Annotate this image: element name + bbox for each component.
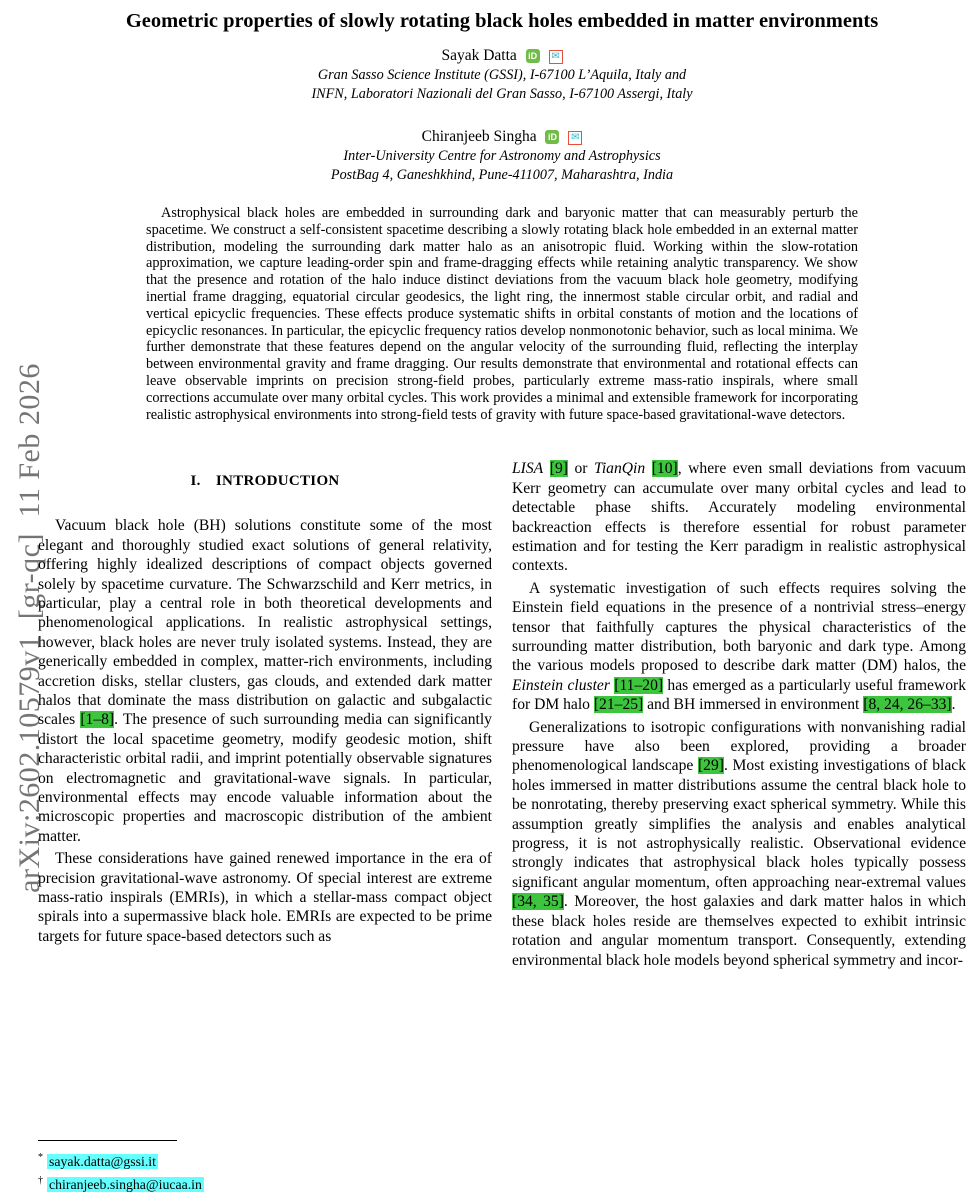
text-run: Einstein cluster	[512, 676, 610, 694]
orcid-icon[interactable]: iD	[545, 130, 559, 144]
text-run: has emerged as a particularly useful framework for DM halo	[512, 676, 966, 714]
left-column	[38, 459, 492, 973]
paragraph	[38, 516, 492, 846]
author-affiliation: INFN, Laboratori Nazionali del Gran Sasso, I-67100 Assergi, Italy	[311, 85, 693, 102]
author-block-singha	[38, 127, 966, 184]
text-run: LISA	[512, 460, 544, 478]
text-run: Vacuum black hole (BH) solutions constitute some of the most elegant and thoroughly studied exact solutions of general relativity, offering highly idealized descriptions of compact objects governed solely by spacetime curvature. The Schwarzschild and Kerr metrics, in particular, play a central role in both theoretical developments and phenomenological applications. In realistic astrophysical settings, however, black holes are never truly isolated systems. Instead, they are generically embedded in complex, matter-rich environments, including accretion disks, stellar clusters, gas clouds, and extended dark matter halos that dominate the mass distribution on galactic and subgalactic scales	[38, 517, 492, 729]
text-run: Generalizations to isotropic configurations with nonvanishing radial pressure have also been explored, providing a broader phenomenological landscape	[512, 718, 966, 775]
citation-link[interactable]: [10]	[651, 460, 678, 478]
left-column-paragraphs	[38, 516, 492, 946]
text-run: A systematic investigation of such effects requires solving the Einstein field equations in the presence of a nontrivial stress–energy tensor that faithfully captures the physical characteristics of the surrounding matter distribution, both baryonic and dark type. Among the various models proposed to describe dark matter (DM) halos, the	[512, 579, 966, 675]
text-run: TianQin	[594, 460, 646, 478]
text-run: , where even small deviations from vacuum Kerr geometry can accumulate over many orbital cycles and lead to detectable phase shifts. Accurately modeling environmental backreaction effects is therefore essential for robust parameter estimation and for testing the Kerr paradigm in realistic astrophysical contexts.	[512, 460, 967, 575]
text-run: . Most existing investigations of black holes immersed in matter distributions assume the central black hole to be nonrotating, thereby preserving exact spherical symmetry. While this assumption greatly simplifies the analysis and enables analytical progress, it is not astrophysically realistic. Observational evidence strongly indicates that astrophysical black holes typically possess significant angular momentum, often approaching near-extremal values	[512, 757, 966, 891]
arxiv-stamp: arXiv:2602.10579v1 [gr-qc] 11 Feb 2026	[13, 363, 46, 893]
author-block-datta	[38, 46, 966, 103]
right-column	[512, 459, 966, 973]
citation-link[interactable]: [9]	[549, 460, 568, 478]
abstract: Astrophysical black holes are embedded in surrounding dark and baryonic matter that can measurably perturb the spacetime. We construct a self-consistent spacetime describing a slowly rotating black hole embedded in an external matter distribution, modeling the surrounding dark matter halo as an anisotropic fluid. Working within the slow-rotation approximation, we capture leading-order spin and frame-dragging effects while retaining analytic transparency. We show that the presence and rotation of the halo induce distinct deviations from the vacuum black hole geometry, modifying inertial frame dragging, equatorial circular geodesics, the light ring, the innermost stable circular orbit, and radial and vertical epicyclic frequencies. These effects produce systematic shifts in orbital constants of motion and the locations of epicyclic resonances. In particular, the epicyclic frequency ratios develop nonmonotonic behavior, such as local minima. We further demonstrate that these features depend on the angular velocity of the surrounding fluid, reflecting the interplay between environmental gravity and frame dragging. Our results demonstrate that environmental and rotational effects can leave observable imprints on precision strong-field probes, particularly extreme mass-ratio inspirals, where small corrections accumulate over many orbital cycles. This work provides a minimal and extensible framework for incorporating realistic astrophysical environments into strong-field tests of gravity with future space-based gravitational-wave detectors.	[146, 205, 858, 423]
text-run: These considerations have gained renewed importance in the era of precision gravitational-wave astronomy. Of special interest are extreme mass-ratio inspirals (EMRIs), in which a stellar-mass compact object spirals into a supermassive black hole. EMRIs are expected to be prime targets for future space-based detectors such as	[38, 850, 492, 945]
text-run: . Moreover, the host galaxies and dark matter halos in which these black holes reside are themselves expected to exhibit intrinsic rotation and angular momentum transport. Consequently, extending environmental black hole models beyond spherical symmetry and incor-	[512, 893, 967, 969]
footnote	[38, 1148, 492, 1171]
paragraph	[38, 849, 492, 946]
paragraph	[512, 718, 966, 970]
citation-link[interactable]: [29]	[697, 757, 724, 775]
citation-link[interactable]: [34, 35]	[512, 893, 564, 911]
author-affiliation: Inter-University Centre for Astronomy and Astrophysics	[343, 148, 661, 164]
paragraph	[512, 579, 966, 715]
footnote	[38, 1171, 492, 1194]
citation-link[interactable]: [8, 24, 26–33]	[863, 696, 952, 714]
footnote-email-link[interactable]: sayak.datta@gssi.it	[49, 1153, 156, 1169]
envelope-icon[interactable]: ✉	[549, 50, 563, 64]
footnote-email-link[interactable]: chiranjeeb.singha@iucaa.in	[49, 1176, 202, 1192]
footnote-marker: †	[38, 1175, 43, 1187]
author-name: Chiranjeeb Singha	[421, 128, 537, 145]
text-run: . The presence of such surrounding media can significantly distort the local spacetime geometry, modify geodesic motion, shift characteristic orbital radii, and imprint potentially observable signatures on electromagnetic and gravitational-wave signals. In particular, environmental effects may encode valuable information about the microscopic properties and macroscopic distribution of the ambient matter.	[38, 711, 492, 845]
text-run: .	[951, 696, 956, 714]
two-column-body	[38, 459, 966, 973]
footnotes	[38, 1140, 492, 1194]
envelope-icon[interactable]: ✉	[568, 131, 582, 145]
author-name: Sayak Datta	[441, 47, 517, 64]
footnote-rule	[38, 1140, 177, 1141]
text-run	[645, 460, 652, 477]
text-run: and BH immersed in environment	[643, 696, 864, 714]
paper-title: Geometric properties of slowly rotating black holes embedded in matter environments	[125, 10, 879, 32]
right-column-paragraphs	[512, 459, 966, 970]
orcid-icon[interactable]: iD	[526, 49, 540, 63]
author-affiliation: Gran Sasso Science Institute (GSSI), I-67100 L’Aquila, Italy and	[317, 67, 687, 83]
citation-link[interactable]: [11–20]	[614, 676, 664, 694]
footnote-marker: *	[38, 1152, 43, 1163]
text-run: or	[567, 460, 595, 478]
paragraph	[512, 459, 966, 575]
section-heading: I. INTRODUCTION	[190, 473, 340, 490]
citation-link[interactable]: [1–8]	[80, 711, 115, 729]
author-affiliation: PostBag 4, Ganeshkhind, Pune-411007, Maharashtra, India	[330, 166, 674, 183]
text-run	[543, 460, 550, 477]
paper-page	[38, 0, 966, 973]
citation-link[interactable]: [21–25]	[593, 696, 644, 714]
